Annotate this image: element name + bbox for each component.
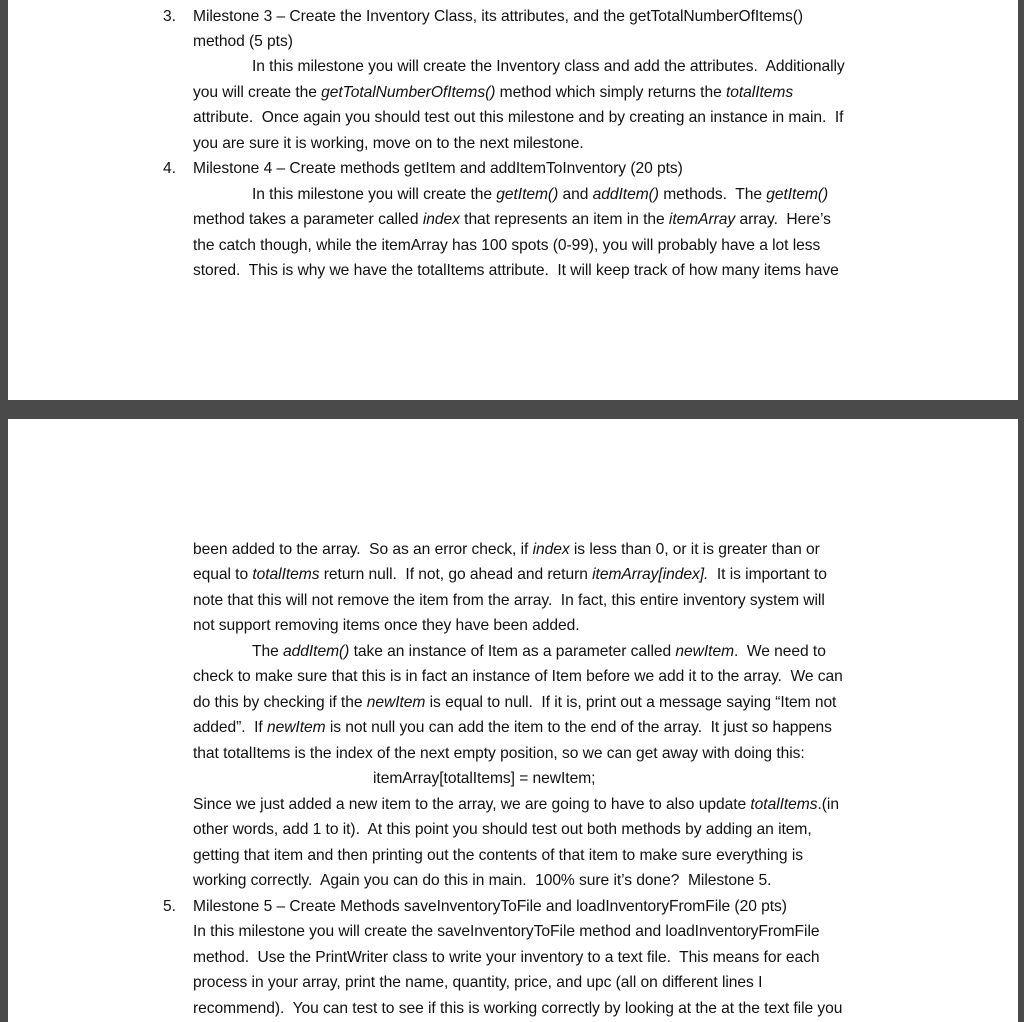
milestone-3-heading: Milestone 3 – Create the Inventory Class, its attributes, and the getTotalNumberOfItems(): [193, 8, 804, 25]
paragraph-line: In this milestone you will create the getItem() and addItem() methods. The getItem(): [252, 186, 829, 203]
document-page-2: [8, 419, 1018, 1022]
paragraph-line: not support removing items once they have been added.: [193, 617, 580, 634]
list-number-5: 5.: [163, 898, 177, 915]
paragraph-line: check to make sure that this is in fact an instance of Item before we add it to the array. We can: [193, 668, 843, 685]
paragraph-line: do this by checking if the newItem is equal to null. If it is, print out a message saying “Item not: [193, 694, 837, 711]
paragraph-line: you will create the getTotalNumberOfItems() method which simply returns the totalItems: [193, 84, 794, 101]
code-line: itemArray[totalItems] = newItem;: [373, 770, 596, 787]
paragraph-line: been added to the array. So as an error check, if index is less than 0, or it is greater than or: [193, 541, 820, 558]
milestone-4-heading: Milestone 4 – Create methods getItem and addItemToInventory (20 pts): [193, 160, 683, 177]
paragraph-line: stored. This is why we have the totalItems attribute. It will keep track of how many items have: [193, 262, 839, 279]
paragraph-line: equal to totalItems return null. If not, go ahead and return itemArray[index]. It is important to: [193, 566, 827, 583]
paragraph-line: attribute. Once again you should test out this milestone and by creating an instance in main. If: [193, 109, 844, 126]
paragraph-line: process in your array, print the name, quantity, price, and upc (all on different lines I: [193, 974, 763, 991]
paragraph-line: note that this will not remove the item from the array. In fact, this entire inventory system will: [193, 592, 825, 609]
paragraph-line: other words, add 1 to it). At this point you should test out both methods by adding an item,: [193, 821, 812, 838]
paragraph-line: Since we just added a new item to the array, we are going to have to also update totalItems.(in: [193, 796, 839, 813]
paragraph-line: you are sure it is working, move on to the next milestone.: [193, 135, 584, 152]
paragraph-line: the catch though, while the itemArray has 100 spots (0-99), you will probably have a lot less: [193, 237, 821, 254]
paragraph-line: getting that item and then printing out the contents of that item to make sure everything is: [193, 847, 803, 864]
paragraph-line: recommend). You can test to see if this is working correctly by looking at the at the text file you: [193, 1000, 843, 1017]
milestone-5-heading: Milestone 5 – Create Methods saveInventoryToFile and loadInventoryFromFile (20 pts): [193, 898, 787, 915]
paragraph-line: The addItem() take an instance of Item as a parameter called newItem. We need to: [252, 643, 826, 660]
paragraph-line: that totalItems is the index of the next empty position, so we can get away with doing this:: [193, 745, 805, 762]
paragraph-line: In this milestone you will create the Inventory class and add the attributes. Additionally: [252, 58, 845, 75]
paragraph-line: method. Use the PrintWriter class to write your inventory to a text file. This means for each: [193, 949, 820, 966]
paragraph-line: In this milestone you will create the saveInventoryToFile method and loadInventoryFromFile: [193, 923, 820, 940]
milestone-3-heading-cont: method (5 pts): [193, 33, 293, 50]
paragraph-line: method takes a parameter called index that represents an item in the itemArray array. Here’s: [193, 211, 831, 228]
list-number-3: 3.: [163, 8, 177, 25]
paragraph-line: working correctly. Again you can do this in main. 100% sure it’s done? Milestone 5.: [193, 872, 772, 889]
list-number-4: 4.: [163, 160, 177, 177]
paragraph-line: added”. If newItem is not null you can add the item to the end of the array. It just so happens: [193, 719, 832, 736]
document-page-1: [8, 0, 1018, 400]
